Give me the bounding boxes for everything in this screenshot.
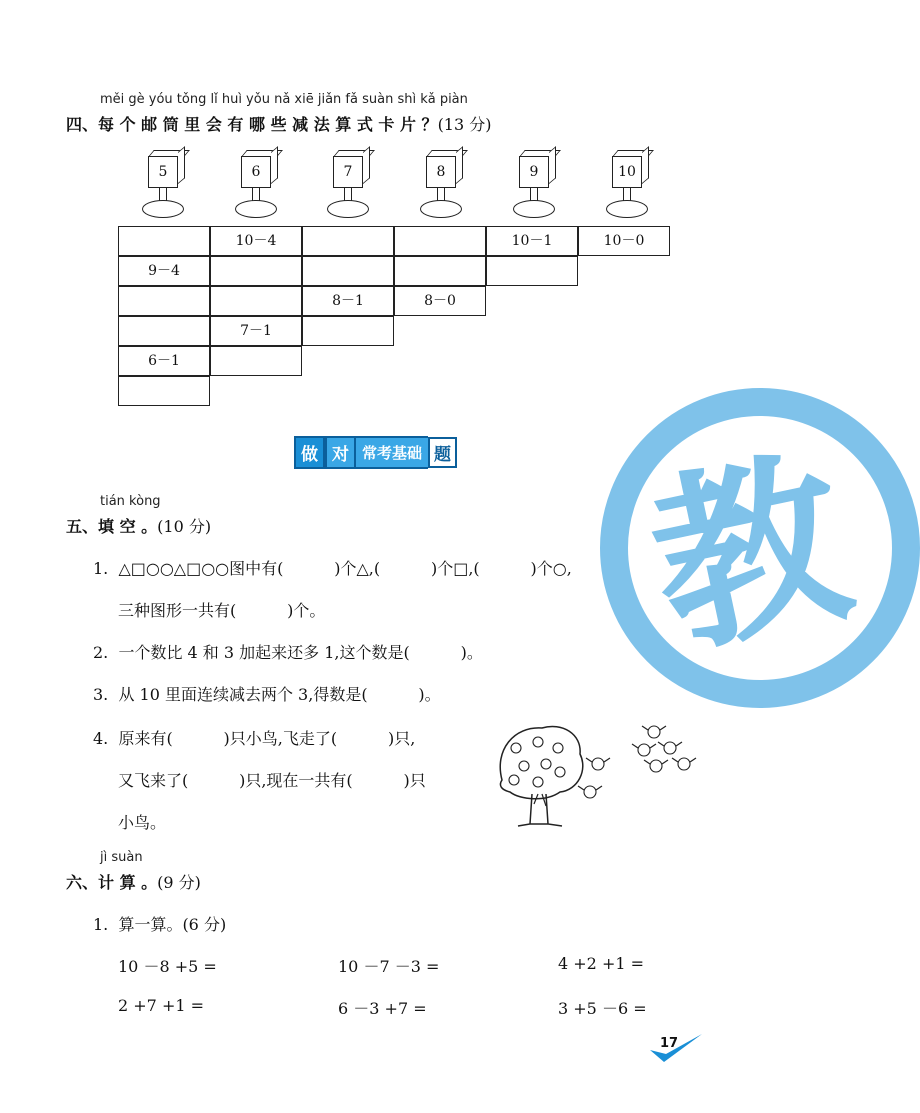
section5-heading — [66, 514, 211, 537]
section6-heading — [66, 870, 201, 893]
table-cell[interactable] — [210, 256, 302, 286]
mailbox-number: 5 — [148, 156, 178, 188]
math-problem: 2 +7 +1 = — [118, 996, 205, 1015]
math-problem: 3 +5 －6 = — [558, 999, 647, 1018]
section4-pinyin: měi gè yóu tǒng lǐ huì yǒu nǎ xiē jiǎn fǎ suàn shì kǎ piàn — [100, 92, 468, 107]
section5-heading-text: 五、填 空 。 — [66, 517, 158, 536]
table-cell[interactable] — [394, 226, 486, 256]
banner-dui: 对 — [325, 436, 356, 469]
table-cell[interactable] — [210, 346, 302, 376]
banner-middle: 常考基础 — [356, 436, 428, 469]
q2-line: 2. 一个数比 4 和 3 加起来还多 1,这个数是( )。 — [93, 643, 483, 662]
section6-score: (9 分) — [157, 873, 201, 892]
table-cell[interactable] — [302, 256, 394, 286]
table-cell[interactable]: 10－1 — [486, 226, 578, 256]
table-cell[interactable] — [118, 226, 210, 256]
mailbox-7 — [319, 150, 375, 220]
section6-sub1: 1. 算一算。(6 分) — [93, 915, 227, 934]
q1-line2: 三种图形一共有( )个。 — [118, 601, 326, 620]
mailbox-6 — [227, 150, 283, 220]
mailbox-number: 6 — [241, 156, 271, 188]
table-cell[interactable]: 9－4 — [118, 256, 210, 286]
q4-line1: 4. 原来有( )只小鸟,飞走了( )只, — [93, 729, 416, 748]
mailbox-number: 8 — [426, 156, 456, 188]
q4-line3: 小鸟。 — [118, 813, 167, 832]
section4-heading — [66, 112, 492, 135]
mailbox-10 — [598, 150, 654, 220]
table-cell[interactable] — [118, 286, 210, 316]
section6-pinyin: jì suàn — [100, 850, 143, 865]
math-problem: 10 －8 +5 = — [118, 957, 217, 976]
table-cell[interactable]: 6－1 — [118, 346, 210, 376]
mailbox-8 — [412, 150, 468, 220]
section5-pinyin: tián kòng — [100, 494, 161, 509]
table-cell[interactable] — [118, 376, 210, 406]
table-cell[interactable] — [394, 256, 486, 286]
table-cell[interactable] — [210, 286, 302, 316]
watermark-glyph: 教 — [633, 426, 866, 683]
mailbox-number: 10 — [612, 156, 642, 188]
table-cell[interactable] — [302, 226, 394, 256]
section4-heading-text: 四、每 个 邮 筒 里 会 有 哪 些 减 法 算 式 卡 片 ？ — [66, 115, 438, 134]
section-banner — [294, 438, 457, 466]
table-cell[interactable]: 10－0 — [578, 226, 670, 256]
table-cell[interactable]: 10－4 — [210, 226, 302, 256]
table-cell[interactable] — [486, 256, 578, 286]
q4-line2: 又飞来了( )只,现在一共有( )只 — [118, 771, 426, 790]
banner-zuo: 做 — [294, 436, 325, 469]
mailbox-5 — [134, 150, 190, 220]
mailbox-number: 7 — [333, 156, 363, 188]
math-problem: 10 －7 －3 = — [338, 957, 440, 976]
table-cell[interactable]: 8－0 — [394, 286, 486, 316]
math-problem: 4 +2 +1 = — [558, 954, 645, 973]
section5-score: (10 分) — [157, 517, 212, 536]
mailbox-9 — [505, 150, 561, 220]
table-cell[interactable] — [302, 316, 394, 346]
tree-birds-illustration — [494, 720, 700, 830]
page-number: 17 — [660, 1036, 679, 1051]
table-cell[interactable]: 7－1 — [210, 316, 302, 346]
banner-ti: 题 — [428, 437, 457, 468]
q1-line1: 1. △□○○△□○○图中有( )个△,( )个□,( )个○, — [93, 559, 572, 578]
table-cell[interactable]: 8－1 — [302, 286, 394, 316]
math-problem: 6 －3 +7 = — [338, 999, 427, 1018]
mailbox-number: 9 — [519, 156, 549, 188]
section6-heading-text: 六、计 算 。 — [66, 873, 158, 892]
table-cell[interactable] — [118, 316, 210, 346]
section4-score: (13 分) — [437, 115, 492, 134]
q3-line: 3. 从 10 里面连续减去两个 3,得数是( )。 — [93, 685, 441, 704]
